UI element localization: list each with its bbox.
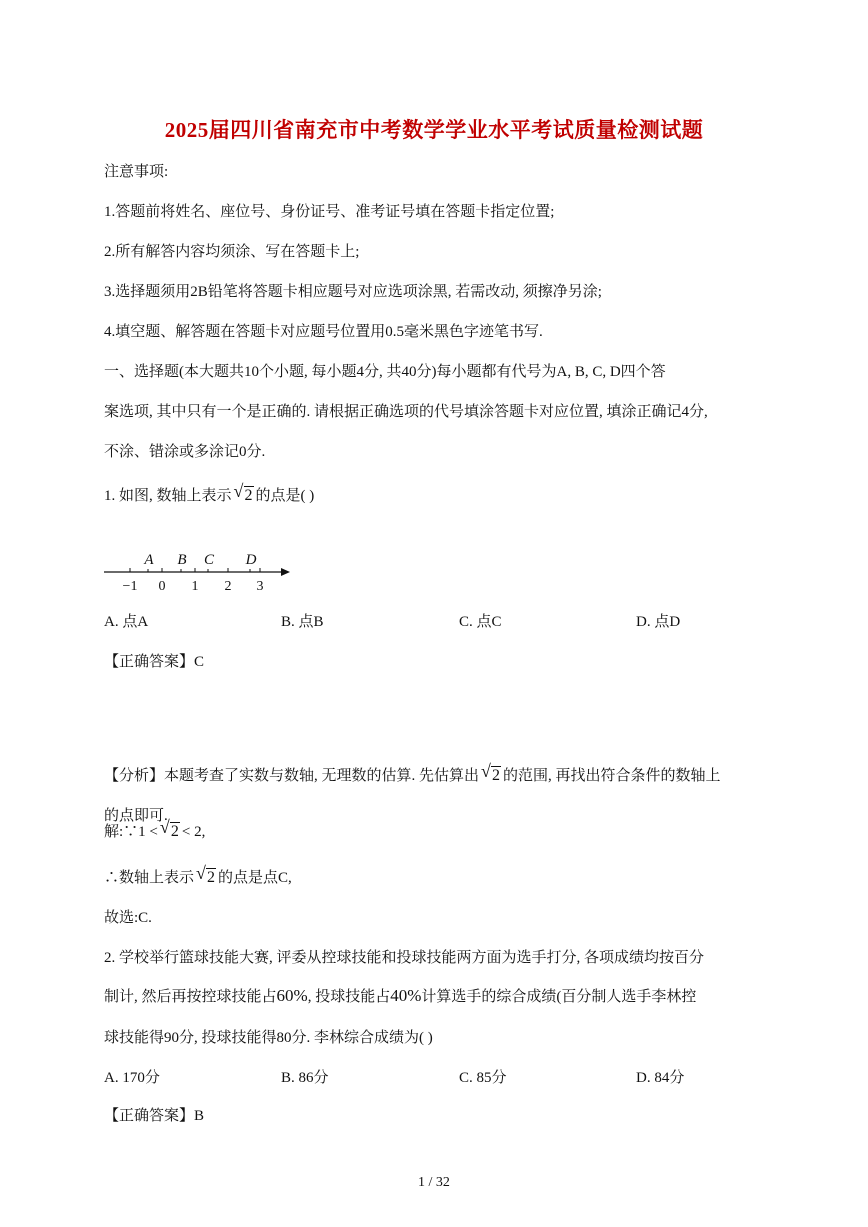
page-number: 1 / 32 bbox=[418, 1175, 450, 1190]
q1-analysis-line-2: 的点即可. bbox=[104, 808, 168, 824]
q1-conclusion-line: ∴数轴上表示 √ 2 的点是点C, bbox=[104, 863, 292, 886]
tick-label: 2 bbox=[224, 579, 232, 594]
tick-label: −1 bbox=[122, 579, 138, 594]
q1-solution-line: 解:∵1 < √ 2 < 2, bbox=[104, 817, 206, 840]
q2-option-d: D. 84分 bbox=[636, 1070, 685, 1086]
tick-label: 1 bbox=[191, 579, 199, 594]
q1-option-b: B. 点B bbox=[281, 614, 324, 630]
q2-option-a: A. 170分 bbox=[104, 1070, 160, 1086]
sqrt-expression: √ 2 bbox=[196, 863, 216, 886]
question-1-stem bbox=[104, 481, 315, 505]
q2-answer: 【正确答案】B bbox=[104, 1108, 205, 1124]
notes-heading: 注意事项: bbox=[104, 164, 169, 180]
note-item-3: 3.选择题须用2B铅笔将答题卡相应题号对应选项涂黑, 若需改动, 须擦净另涂; bbox=[104, 284, 602, 300]
q1-option-d: D. 点D bbox=[636, 614, 681, 630]
tick-label: 0 bbox=[158, 579, 166, 594]
point-label-c: C bbox=[203, 552, 215, 568]
sqrt-expression: √ 2 bbox=[481, 761, 501, 784]
sqrt-expression: √ 2 bbox=[233, 481, 253, 504]
number-line-arrow bbox=[281, 568, 290, 576]
q1-analysis-line-1: 【分析】本题考查了实数与数轴, 无理数的估算. 先估算出 √ 2 的范围, 再找出符合条件的数轴上 bbox=[104, 761, 721, 784]
q1-option-a: A. 点A bbox=[104, 614, 149, 630]
number-line bbox=[100, 548, 300, 598]
sqrt-expression: √ 2 bbox=[159, 817, 179, 840]
note-item-1: 1.答题前将姓名、座位号、身份证号、准考证号填在答题卡指定位置; bbox=[104, 204, 555, 220]
q1-answer: 【正确答案】C bbox=[104, 654, 205, 670]
point-label-a: A bbox=[144, 552, 154, 568]
note-item-2: 2.所有解答内容均须涂、写在答题卡上; bbox=[104, 244, 360, 260]
q2-option-c: C. 85分 bbox=[459, 1070, 507, 1086]
section-instructions-line-1: 一、选择题(本大题共10个小题, 每小题4分, 共40分)每小题都有代号为A, B, C, D四个答 bbox=[104, 364, 666, 380]
question-2-stem-line-3: 球技能得90分, 投球技能得80分. 李林综合成绩为( ) bbox=[104, 1030, 433, 1046]
question-1-stem-after: 的点是( ) bbox=[255, 488, 315, 504]
section-instructions-line-2: 案选项, 其中只有一个是正确的. 请根据正确选项的代号填涂答题卡对应位置, 填涂正确记4分, bbox=[104, 404, 708, 420]
page-title: 2025届四川省南充市中考数学学业水平考试质量检测试题 bbox=[164, 118, 704, 142]
percent-shooting: 40% bbox=[390, 986, 422, 1005]
percent-control: 60% bbox=[276, 986, 308, 1005]
q1-option-c: C. 点C bbox=[459, 614, 502, 630]
q1-choose: 故选:C. bbox=[104, 910, 152, 926]
section-instructions-line-3: 不涂、错涂或多涂记0分. bbox=[104, 444, 266, 460]
question-1-stem-before: 1. 如图, 数轴上表示 bbox=[104, 488, 232, 504]
q2-option-b: B. 86分 bbox=[281, 1070, 329, 1086]
question-2-stem-line-2: 制计, 然后再按控球技能占60%, 投球技能占40%计算选手的综合成绩(百分制人选手李林控 bbox=[104, 986, 697, 1005]
tick-label: 3 bbox=[256, 579, 264, 594]
point-label-b: B bbox=[177, 552, 187, 568]
note-item-4: 4.填空题、解答题在答题卡对应题号位置用0.5毫米黑色字迹笔书写. bbox=[104, 324, 543, 340]
question-2-stem-line-1: 2. 学校举行篮球技能大赛, 评委从控球技能和投球技能两方面为选手打分, 各项成绩均按百分 bbox=[104, 950, 705, 966]
point-label-d: D bbox=[245, 552, 257, 568]
